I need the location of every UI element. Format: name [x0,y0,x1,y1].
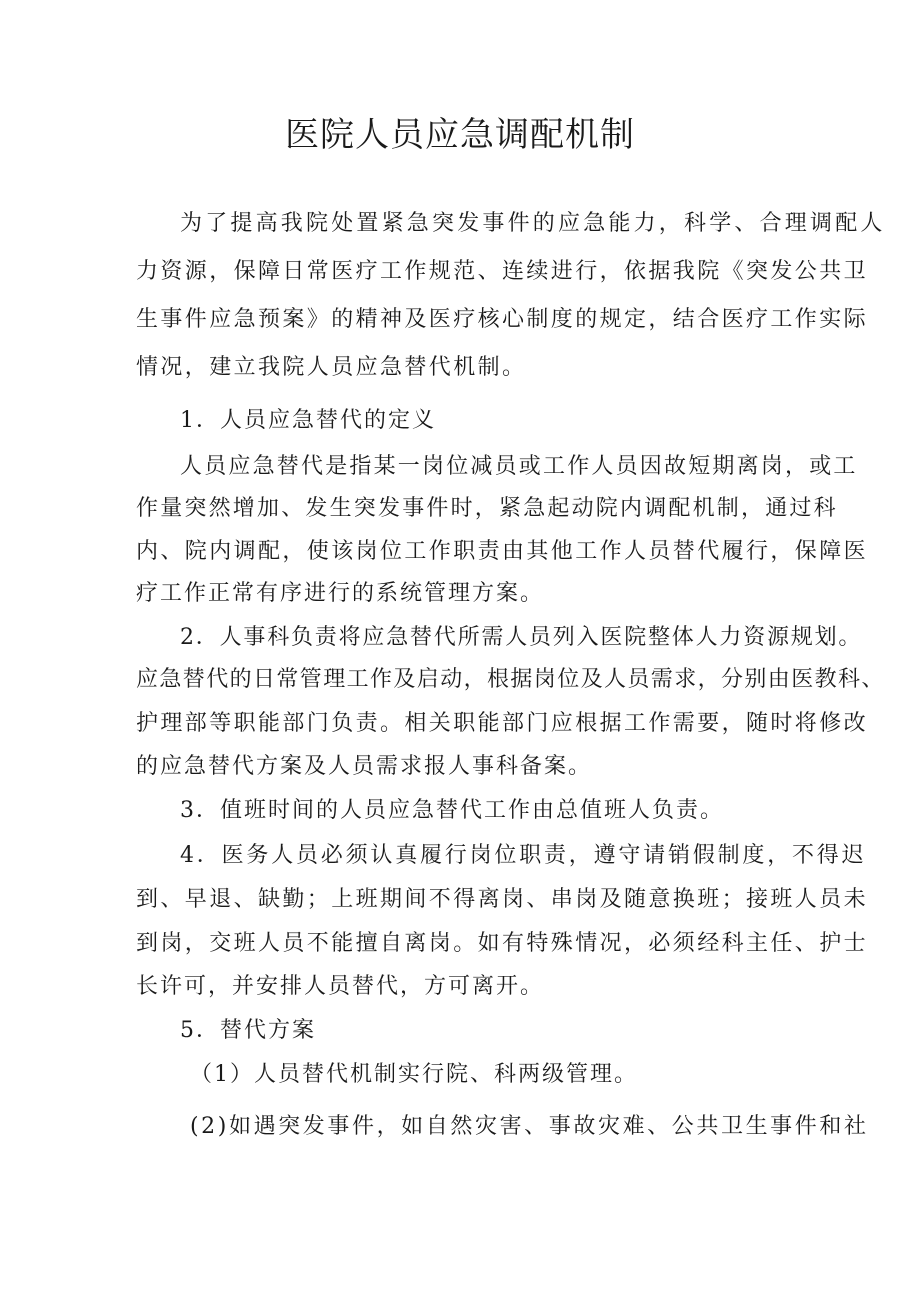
paragraph-intro-line-1: 为了提高我院处置紧急突发事件的应急能力，科学、合理调配人 [180,211,886,236]
section-5-item-2: (2)如遇突发事件，如自然灾害、事故灾难、公共卫生事件和社 [190,1114,869,1139]
section-4-line-2: 到、早退、缺勤；上班期间不得离岗、串岗及随意换班；接班人员未 [136,887,869,912]
section-1-line-4: 疗工作正常有序进行的系统管理方案。 [136,581,545,606]
section-4-line-3: 到岗，交班人员不能擅自离岗。如有特殊情况，必须经科主任、护士 [136,931,869,956]
section-1-heading: 1．人员应急替代的定义 [180,408,436,433]
section-3-line-1: 3．值班时间的人员应急替代工作由总值班人负责。 [180,798,724,823]
section-5-item-1: （1）人员替代机制实行院、科两级管理。 [190,1062,638,1087]
section-4-line-4: 长许可，并安排人员替代，方可离开。 [136,974,545,999]
section-1-line-2: 作量突然增加、发生突发事件时，紧急起动院内调配机制，通过科 [136,496,838,521]
paragraph-intro-line-3: 生事件应急预案》的精神及医疗核心制度的规定，结合医疗工作实际 [136,307,869,332]
section-1-line-1: 人员应急替代是指某一岗位减员或工作人员因故短期离岗，或工 [180,454,858,479]
section-1-line-3: 内、院内调配，使该岗位工作职责由其他工作人员替代履行，保障医 [136,539,869,564]
document-title: 医院人员应急调配机制 [285,115,635,155]
paragraph-intro-line-2: 力资源，保障日常医疗工作规范、连续进行，依据我院《突发公共卫 [136,259,869,284]
section-4-line-1: 4．医务人员必须认真履行岗位职责，遵守请销假制度，不得迟 [180,843,867,868]
section-2-line-2: 应急替代的日常管理工作及启动，根据岗位及人员需求，分别由医教科、 [136,667,885,692]
section-2-line-4: 的应急替代方案及人员需求报人事科备案。 [136,754,593,779]
paragraph-intro-line-4: 情况，建立我院人员应急替代机制。 [136,355,527,380]
section-2-line-1: 2．人事科负责将应急替代所需人员列入医院整体人力资源规划。 [180,625,863,650]
section-2-line-3: 护理部等职能部门负责。相关职能部门应根据工作需要，随时将修改 [136,711,869,736]
section-5-heading: 5．替代方案 [180,1018,316,1043]
